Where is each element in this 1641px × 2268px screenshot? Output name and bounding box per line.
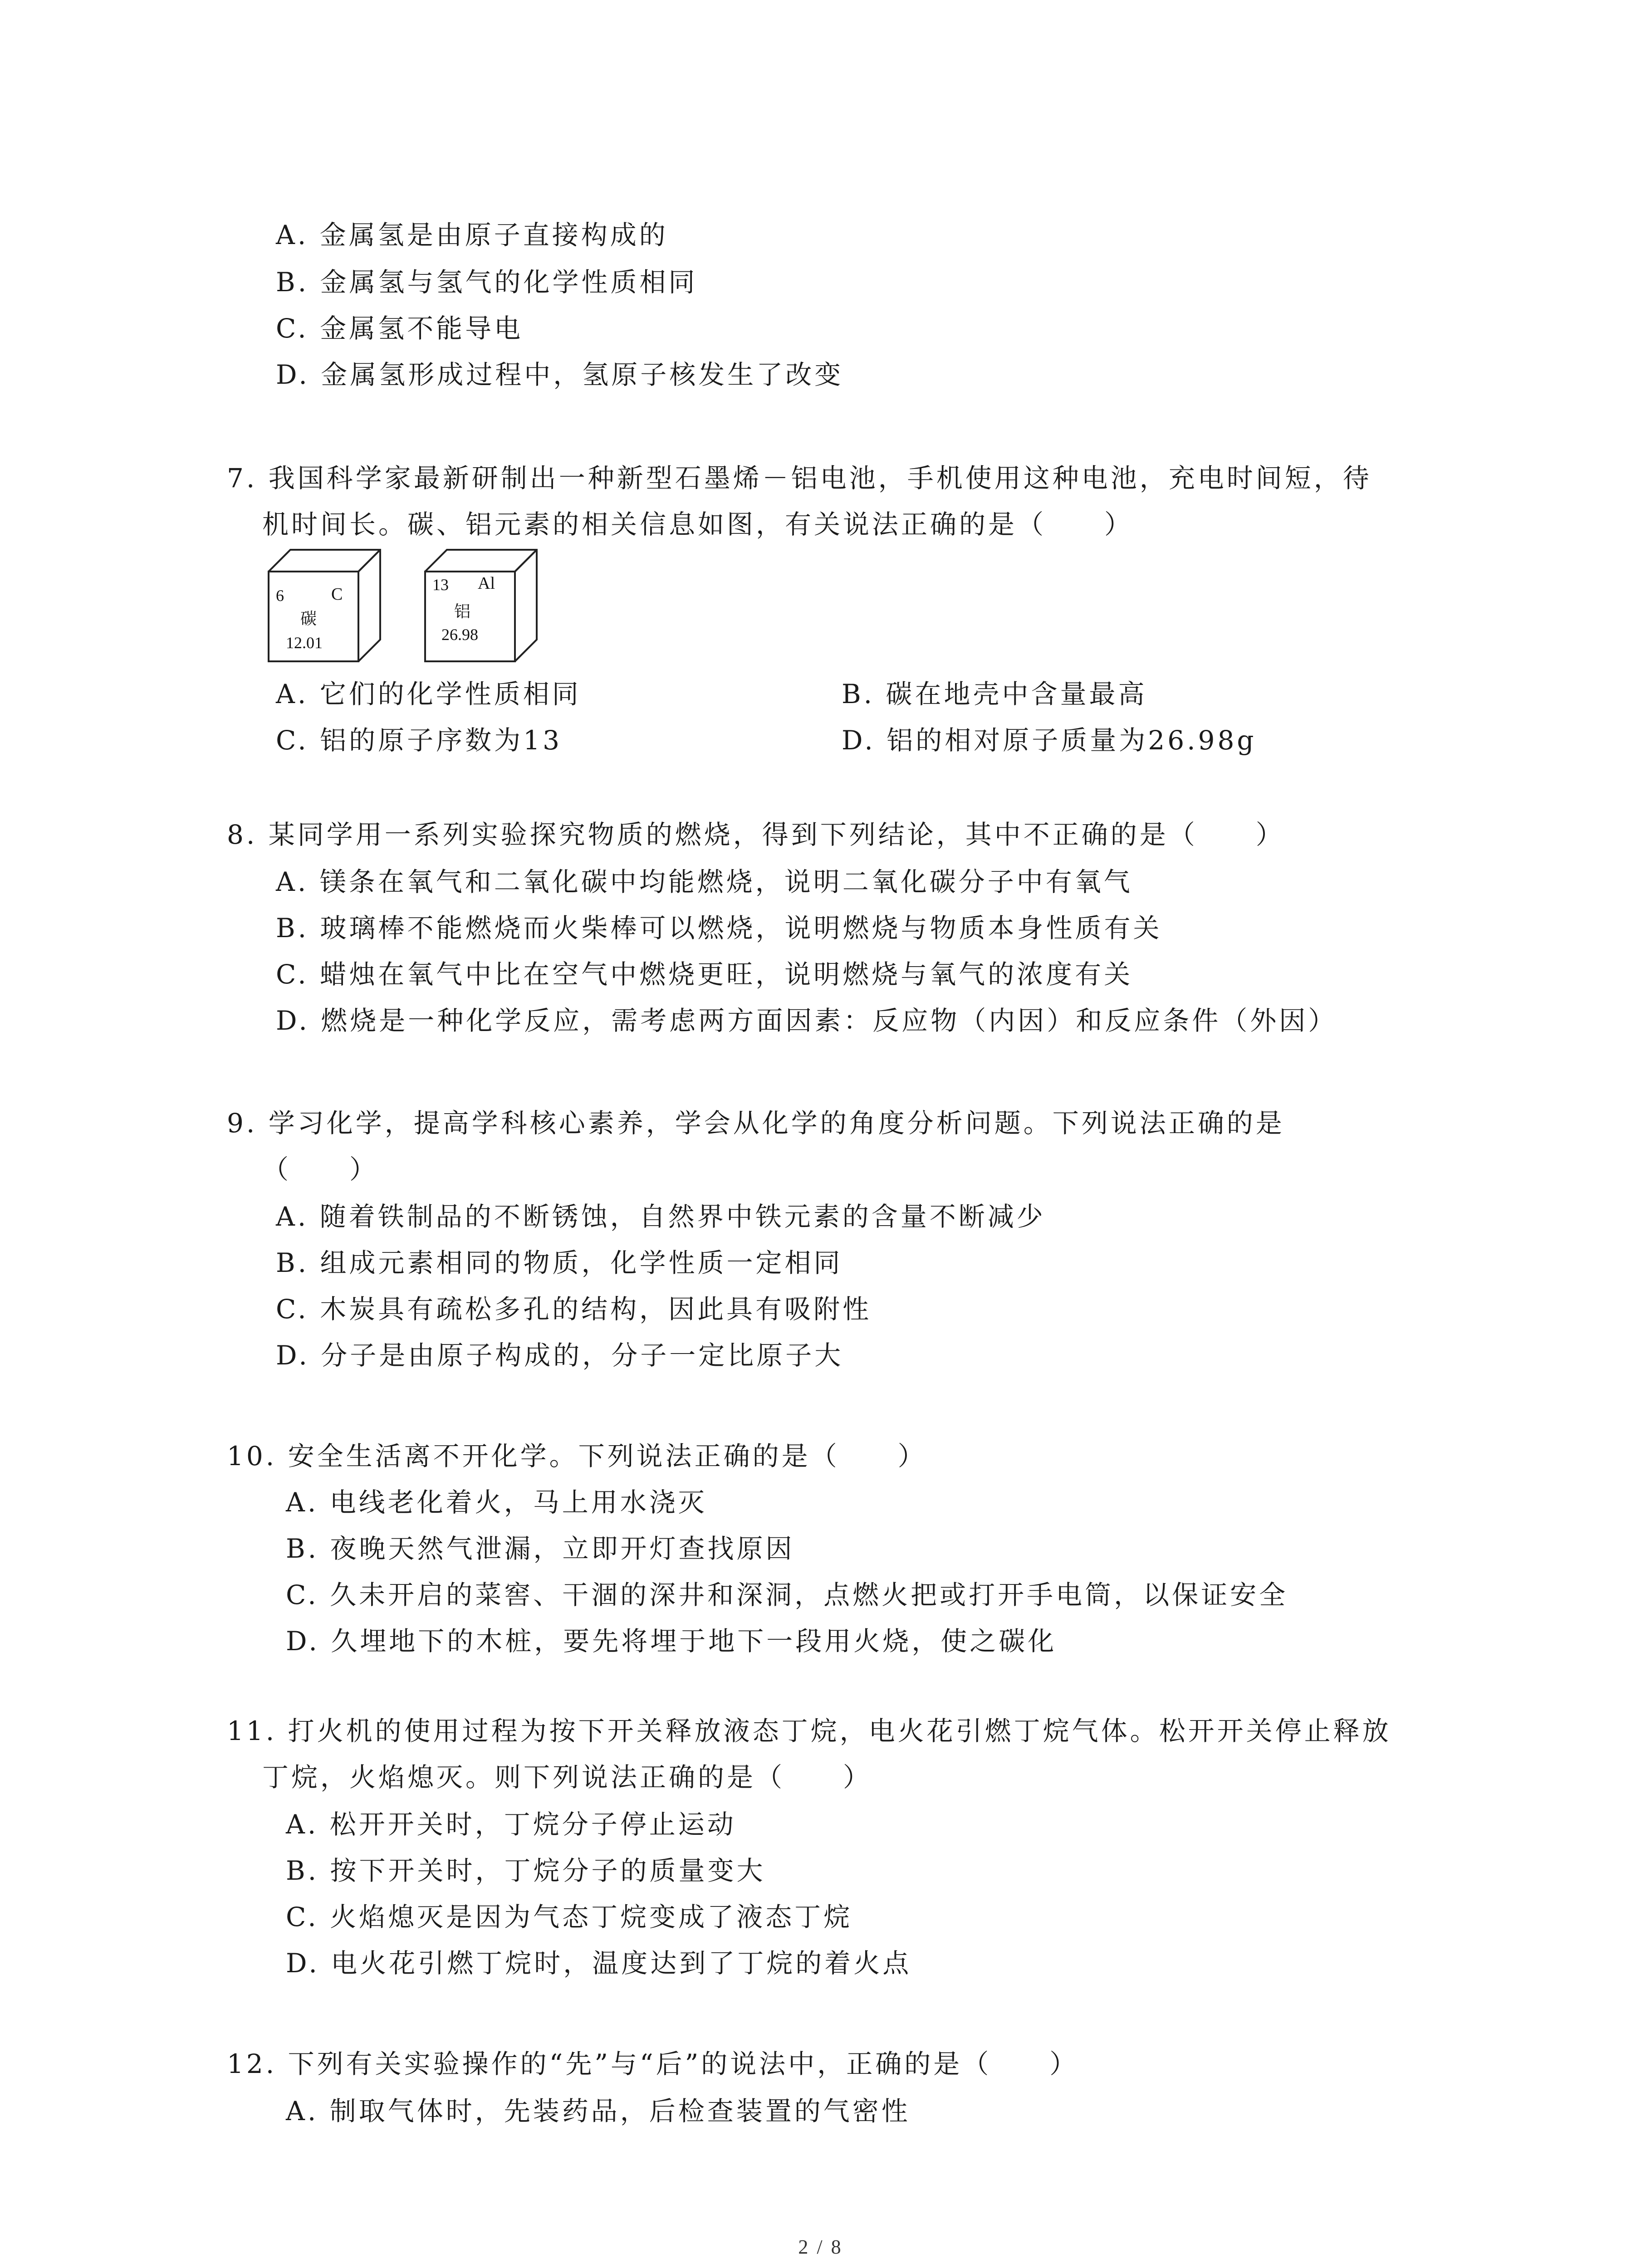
q11-option-c: C. 火焰熄灭是因为气态丁烷变成了液态丁烷 bbox=[286, 1901, 853, 1932]
q7-stem-line2: 机时间长。碳、铝元素的相关信息如图，有关说法正确的是（ ） bbox=[262, 509, 1134, 540]
q11-stem-line2: 丁烷，火焰熄灭。则下列说法正确的是（ ） bbox=[262, 1762, 872, 1793]
aluminum-atomic-mass: 26.98 bbox=[441, 626, 478, 644]
q11-option-b: B. 按下开关时，丁烷分子的质量变大 bbox=[286, 1855, 766, 1886]
page-number: 2 / 8 bbox=[798, 2236, 843, 2258]
q7-option-c: C. 铝的原子序数为13 bbox=[276, 725, 562, 756]
aluminum-symbol: Al bbox=[478, 574, 495, 593]
aluminum-element-cell bbox=[424, 549, 538, 662]
q7-option-d: D. 铝的相对原子质量为26.98g bbox=[842, 725, 1257, 756]
carbon-atomic-number: 6 bbox=[276, 587, 284, 605]
q10-option-d: D. 久埋地下的木桩，要先将埋于地下一段用火烧，使之碳化 bbox=[286, 1626, 1057, 1657]
q12-stem: 12. 下列有关实验操作的“先”与“后”的说法中，正确的是（ ） bbox=[227, 2048, 1079, 2079]
carbon-symbol: C bbox=[331, 585, 343, 604]
q9-option-b: B. 组成元素相同的物质，化学性质一定相同 bbox=[276, 1247, 843, 1278]
carbon-name: 碳 bbox=[300, 610, 317, 628]
q6-option-c: C. 金属氢不能导电 bbox=[276, 313, 524, 344]
q9-option-a: A. 随着铁制品的不断锈蚀，自然界中铁元素的含量不断减少 bbox=[276, 1201, 1046, 1232]
carbon-element-cell bbox=[268, 549, 381, 662]
aluminum-atomic-number: 13 bbox=[432, 576, 449, 594]
q10-option-c: C. 久未开启的菜窖、干涸的深井和深洞，点燃火把或打开手电筒，以保证安全 bbox=[286, 1579, 1288, 1610]
q9-option-d: D. 分子是由原子构成的，分子一定比原子大 bbox=[276, 1340, 844, 1371]
aluminum-name: 铝 bbox=[454, 602, 471, 621]
carbon-atomic-mass: 12.01 bbox=[286, 634, 323, 652]
q10-option-b: B. 夜晚天然气泄漏，立即开灯查找原因 bbox=[286, 1533, 795, 1564]
q11-option-d: D. 电火花引燃丁烷时，温度达到了丁烷的着火点 bbox=[286, 1948, 912, 1979]
q8-option-b: B. 玻璃棒不能燃烧而火柴棒可以燃烧，说明燃烧与物质本身性质有关 bbox=[276, 913, 1162, 943]
q7-option-a: A. 它们的化学性质相同 bbox=[276, 679, 581, 709]
q7-stem-line1: 7. 我国科学家最新研制出一种新型石墨烯－铝电池，手机使用这种电池，充电时间短，待 bbox=[227, 463, 1372, 494]
q11-stem-line1: 11. 打火机的使用过程为按下开关释放液态丁烷，电火花引燃丁烷气体。松开开关停止释放 bbox=[227, 1716, 1391, 1746]
q6-option-b: B. 金属氢与氢气的化学性质相同 bbox=[276, 267, 698, 298]
q8-option-a: A. 镁条在氧气和二氧化碳中均能燃烧，说明二氧化碳分子中有氧气 bbox=[276, 866, 1133, 897]
q6-option-a: A. 金属氢是由原子直接构成的 bbox=[276, 220, 668, 250]
q10-stem: 10. 安全生活离不开化学。下列说法正确的是（ ） bbox=[227, 1441, 927, 1471]
q8-option-d: D. 燃烧是一种化学反应，需考虑两方面因素：反应物（内因）和反应条件（外因） bbox=[276, 1005, 1337, 1036]
q6-option-d: D. 金属氢形成过程中，氢原子核发生了改变 bbox=[276, 359, 844, 390]
q8-option-c: C. 蜡烛在氧气中比在空气中燃烧更旺，说明燃烧与氧气的浓度有关 bbox=[276, 959, 1133, 990]
cube-outline-icon bbox=[424, 549, 538, 662]
q9-stem-line1: 9. 学习化学，提高学科核心素养，学会从化学的角度分析问题。下列说法正确的是 bbox=[227, 1108, 1285, 1139]
q9-option-c: C. 木炭具有疏松多孔的结构，因此具有吸附性 bbox=[276, 1294, 872, 1325]
q12-option-a: A. 制取气体时，先装药品，后检查装置的气密性 bbox=[286, 2096, 911, 2126]
q10-option-a: A. 电线老化着火，马上用水浇灭 bbox=[286, 1487, 707, 1518]
q9-stem-line2: （ ） bbox=[262, 1154, 379, 1185]
cube-outline-icon bbox=[268, 549, 381, 662]
q11-option-a: A. 松开开关时，丁烷分子停止运动 bbox=[286, 1809, 736, 1840]
q8-stem: 8. 某同学用一系列实验探究物质的燃烧，得到下列结论，其中不正确的是（ ） bbox=[227, 819, 1285, 850]
q7-option-b: B. 碳在地壳中含量最高 bbox=[842, 679, 1147, 709]
